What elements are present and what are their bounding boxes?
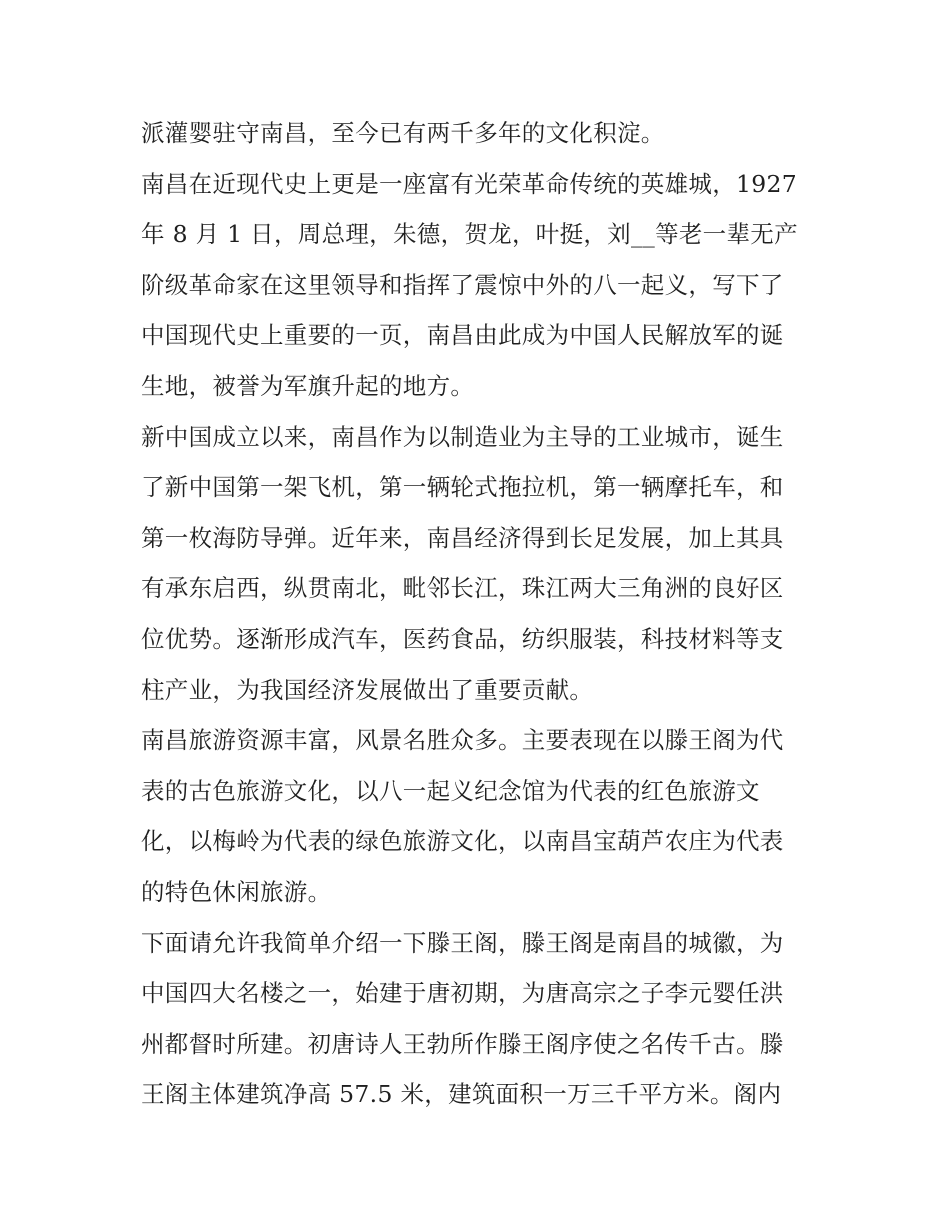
text-line: 生地，被誉为军旗升起的地方。: [141, 371, 475, 400]
text-line: 第一枚海防导弹。近年来，南昌经济得到长足发展，加上其具: [141, 523, 784, 552]
text-line: 柱产业，为我国经济发展做出了重要贡献。: [141, 675, 594, 704]
text-line: 南昌在近现代史上更是一座富有光荣革命传统的英雄城，1927: [141, 169, 798, 198]
text-line: 阶级革命家在这里领导和指挥了震惊中外的八一起义，写下了: [141, 270, 784, 299]
text-line: 派灌婴驻守南昌，至今已有两千多年的文化积淀。: [141, 119, 665, 147]
text-line: 了新中国第一架飞机，第一辆轮式拖拉机，第一辆摩托车，和: [141, 473, 784, 502]
text-line: 中国四大名楼之一，始建于唐初期，为唐高宗之子李元婴任洪: [141, 979, 784, 1008]
text-line: 化，以梅岭为代表的绿色旅游文化，以南昌宝葫芦农庄为代表: [141, 827, 784, 856]
text-line: 年 8 月 1 日，周总理，朱德，贺龙，叶挺，刘__等老一辈无产: [141, 220, 798, 249]
text-line: 表的古色旅游文化，以八一起义纪念馆为代表的红色旅游文: [141, 776, 760, 805]
text-line: 的特色休闲旅游。: [141, 877, 332, 906]
text-line: 新中国成立以来，南昌作为以制造业为主导的工业城市，诞生: [141, 422, 784, 451]
text-line: 有承东启西，纵贯南北，毗邻长江，珠江两大三角洲的良好区: [141, 574, 784, 603]
text-line: 王阁主体建筑净高 57.5 米，建筑面积一万三千平方米。阁内: [141, 1080, 782, 1109]
text-line: 位优势。逐渐形成汽车，医药食品，纺织服装，科技材料等支: [141, 624, 784, 653]
body-text: [141, 108, 821, 1120]
text-line: 中国现代史上重要的一页，南昌由此成为中国人民解放军的诞: [141, 321, 784, 350]
text-line: 下面请允许我简单介绍一下滕王阁，滕王阁是南昌的城徽，为: [141, 928, 784, 957]
text-line: 南昌旅游资源丰富，风景名胜众多。主要表现在以滕王阁为代: [141, 726, 784, 755]
text-line: 州都督时所建。初唐诗人王勃所作滕王阁序使之名传千古。滕: [141, 1029, 784, 1058]
